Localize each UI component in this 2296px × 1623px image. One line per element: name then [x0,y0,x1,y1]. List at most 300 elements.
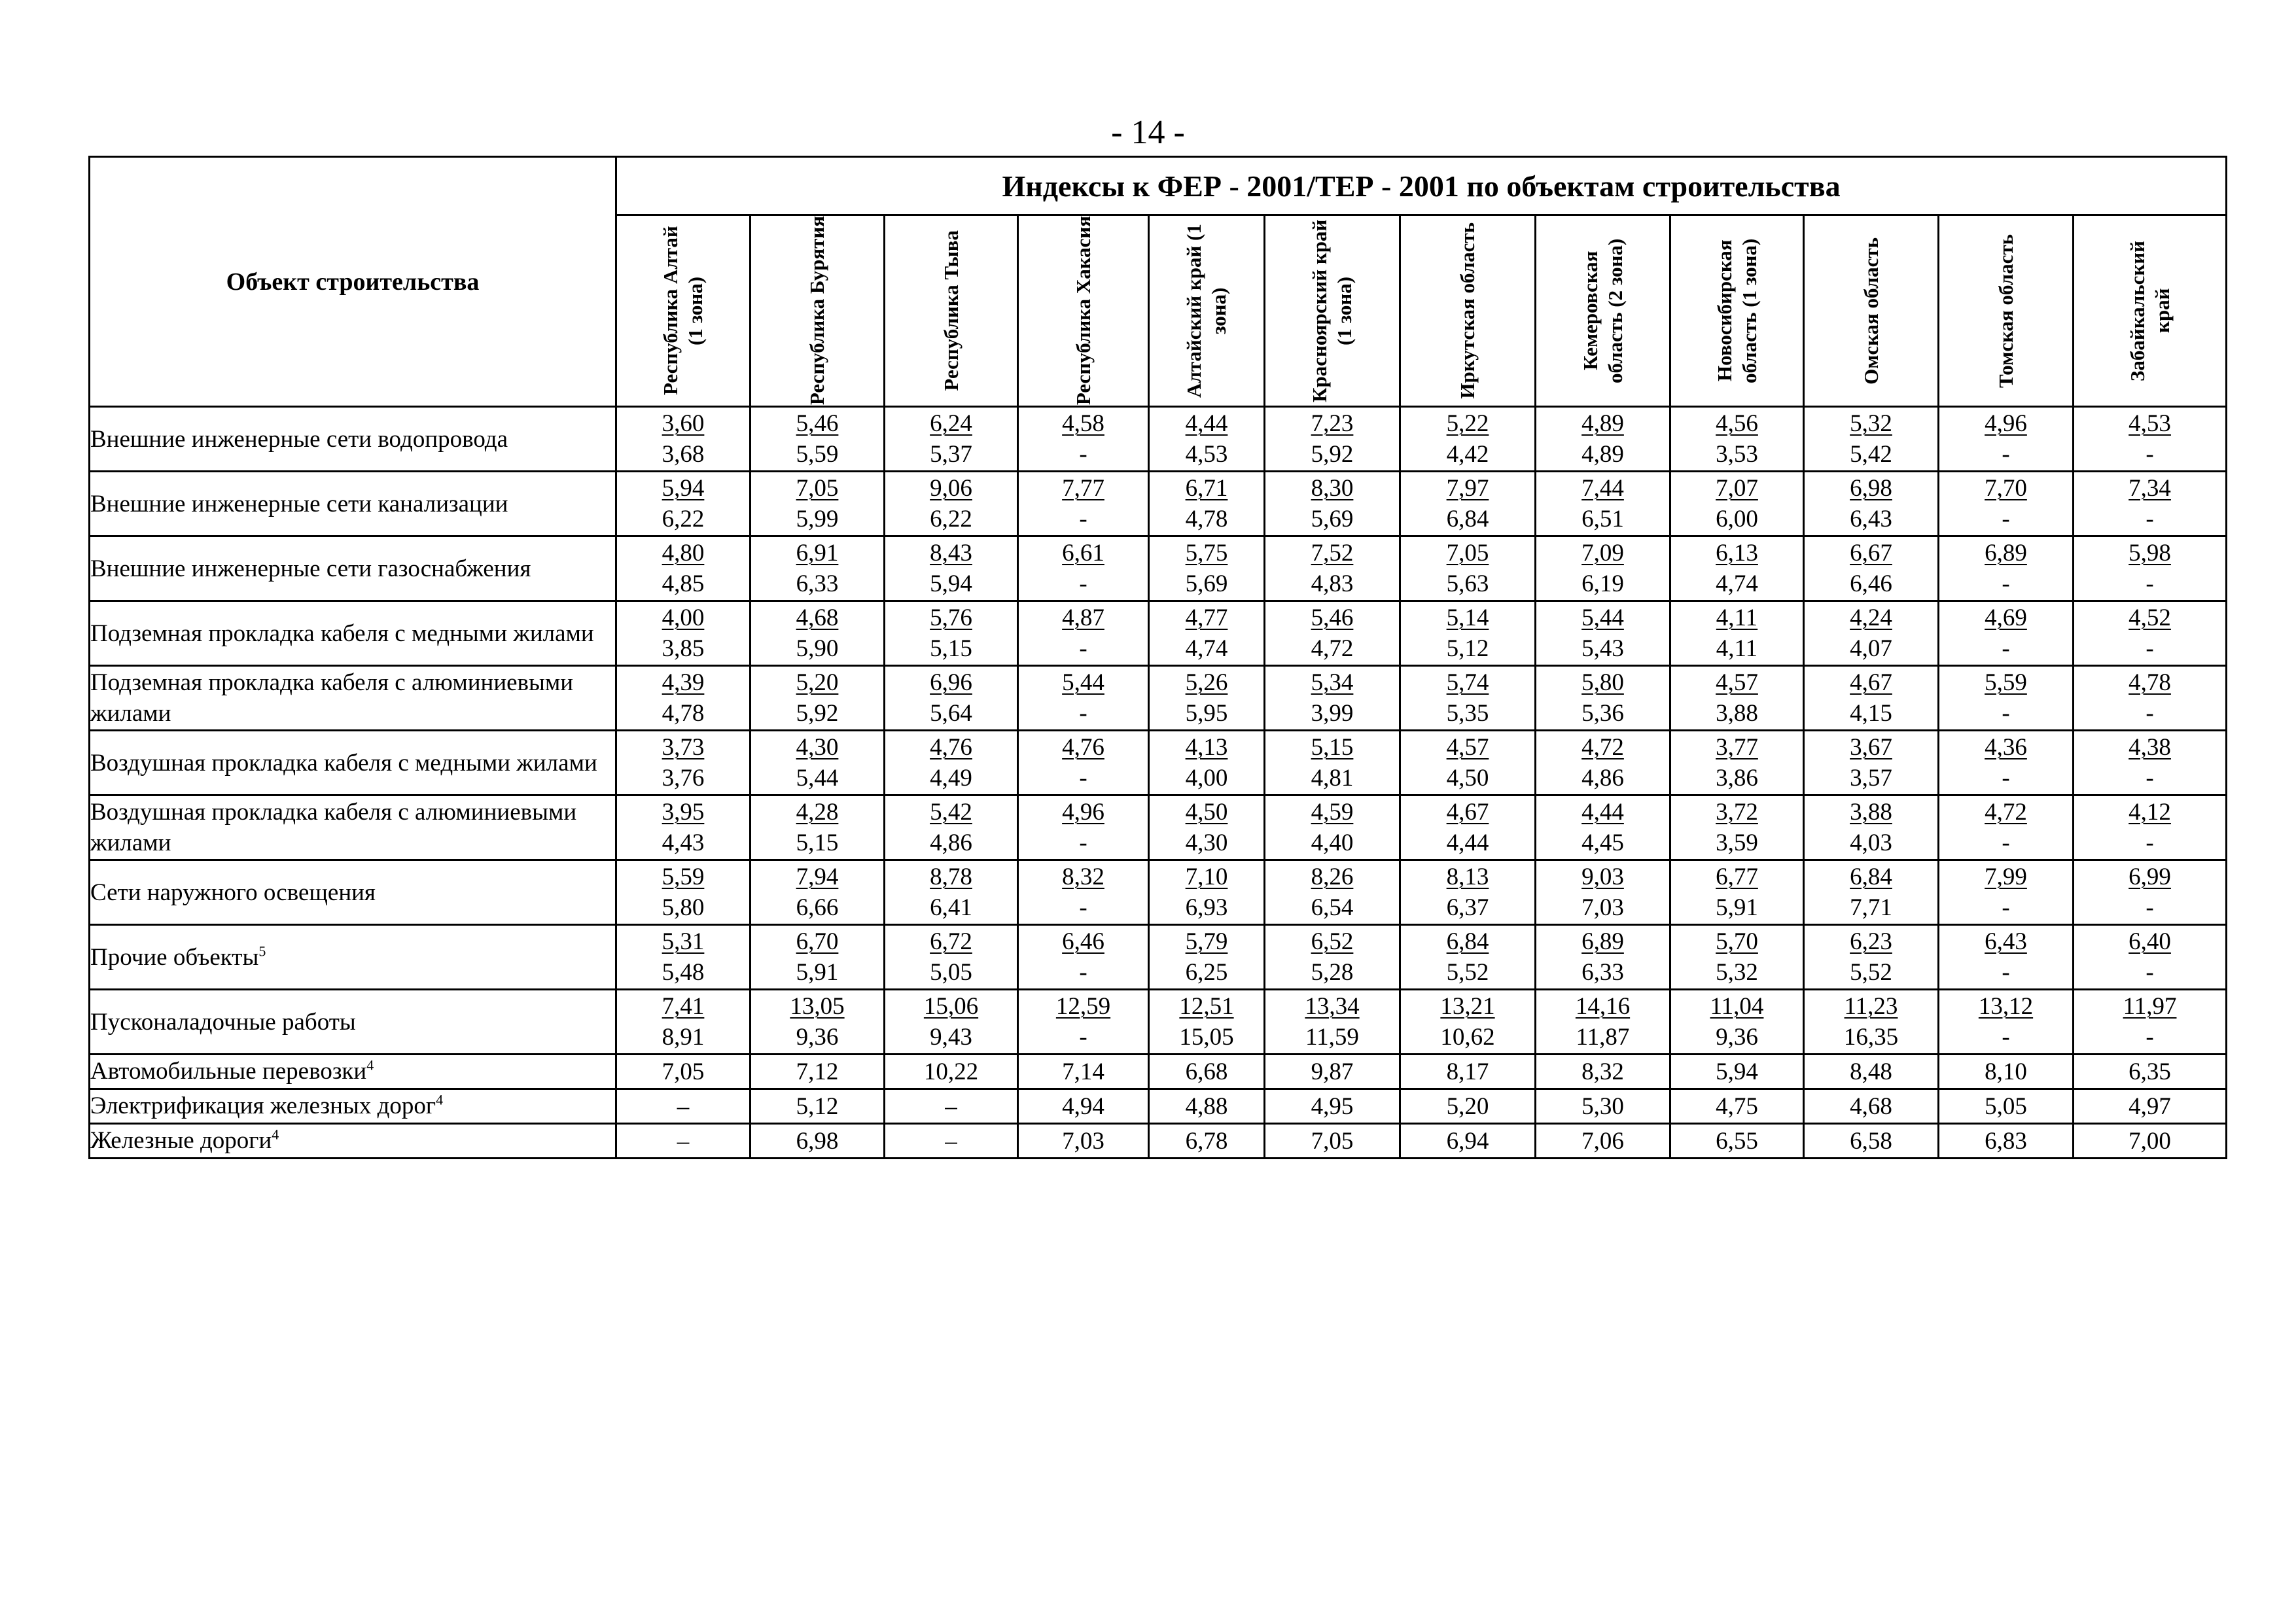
region-header [616,215,751,407]
value-top: 6,24 [930,410,972,437]
value-bottom: 3,76 [662,765,705,792]
value-cell [1265,795,1400,860]
value-cell [1939,536,2074,601]
value-top: 4,72 [1581,734,1624,761]
value-bottom: - [1079,506,1087,532]
value-bottom: 3,86 [1716,765,1758,792]
value-cell: 10,22 [885,1055,1018,1089]
value-cell [1400,601,1536,666]
value-top: 7,07 [1716,475,1758,502]
row-name: Внешние инженерные сети водопровода [90,425,508,453]
value-bottom: - [1079,894,1087,921]
value-bottom: - [2002,829,2010,856]
value-bottom: 5,69 [1185,570,1228,597]
value-cell [616,731,751,795]
value-bottom: - [2002,959,2010,986]
value-cell: 4,94 [1018,1089,1149,1124]
value-cell [751,860,885,925]
value-cell: 5,20 [1400,1089,1536,1124]
value-top: 4,00 [662,604,705,631]
value-bottom: 4,40 [1311,829,1354,856]
value-bottom: 4,30 [1185,829,1228,856]
value-top: 5,80 [1581,669,1624,696]
table-row [90,1055,2227,1089]
value-top: 7,97 [1446,475,1489,502]
value-cell [885,472,1018,536]
value-bottom: 9,36 [1716,1024,1758,1051]
value-bottom: 5,80 [662,894,705,921]
value-bottom: 4,78 [1185,506,1228,532]
value-cell [1400,860,1536,925]
value-top: 7,94 [796,864,839,890]
value-bottom: 5,44 [796,765,839,792]
region-header-label: Новосибирская область (1 зона) [1712,238,1761,383]
value-bottom: - [2146,765,2154,792]
value-cell [1804,860,1939,925]
value-bottom: 5,12 [1446,635,1489,662]
value-bottom: 4,81 [1311,765,1354,792]
row-name: Автомобильные перевозки [90,1058,367,1085]
value-top: 7,44 [1581,475,1624,502]
value-bottom: - [2146,700,2154,727]
value-top: 5,76 [930,604,972,631]
row-name: Подземная прокладка кабеля с медными жилами [90,620,594,647]
region-header [1149,215,1265,407]
value-top: 5,34 [1311,669,1354,696]
value-cell: 6,58 [1804,1124,1939,1159]
value-bottom: 4,89 [1581,441,1624,468]
value-top: 3,88 [1850,799,1892,826]
value-cell [1939,601,2074,666]
value-cell: 5,30 [1536,1089,1670,1124]
value-top: 6,99 [2128,864,2171,890]
region-header-label: Кемеровская область (2 зона) [1578,238,1627,383]
value-bottom: 4,03 [1850,829,1892,856]
value-cell [1018,666,1149,731]
row-name: Сети наружного освещения [90,879,376,906]
value-cell: 6,83 [1939,1124,2074,1159]
object-name-cell [90,795,616,860]
value-cell: 4,95 [1265,1089,1400,1124]
value-cell [1149,601,1265,666]
value-cell: 9,87 [1265,1055,1400,1089]
value-cell [1536,731,1670,795]
value-bottom: 6,33 [1581,959,1624,986]
value-top: 7,99 [1985,864,2027,890]
value-top: 8,26 [1311,864,1354,890]
value-bottom: - [2002,635,2010,662]
region-header [751,215,885,407]
value-top: 5,14 [1446,604,1489,631]
value-bottom: 6,22 [662,506,705,532]
value-top: 5,59 [662,864,705,890]
value-top: 13,34 [1305,993,1360,1020]
value-cell: – [616,1089,751,1124]
value-bottom: 5,28 [1311,959,1354,986]
value-bottom: 6,66 [796,894,839,921]
value-top: 7,70 [1985,475,2027,502]
value-cell [1670,472,1804,536]
value-top: 5,94 [662,475,705,502]
table-row [90,407,2227,472]
value-top: 4,67 [1446,799,1489,826]
region-header [1265,215,1400,407]
value-cell [1536,666,1670,731]
value-bottom: 5,63 [1446,570,1489,597]
value-top: 4,39 [662,669,705,696]
value-bottom: - [2002,506,2010,532]
value-bottom: 5,15 [930,635,972,662]
value-cell [1265,666,1400,731]
value-cell: 7,06 [1536,1124,1670,1159]
value-bottom: 6,25 [1185,959,1228,986]
value-top: 5,59 [1985,669,2027,696]
value-cell [1149,407,1265,472]
value-bottom: 3,68 [662,441,705,468]
value-cell [1939,860,2074,925]
value-bottom: 5,37 [930,441,972,468]
table-row [90,601,2227,666]
object-name-cell [90,601,616,666]
value-bottom: - [1079,441,1087,468]
value-cell: – [616,1124,751,1159]
value-cell [1400,536,1536,601]
table-row [90,795,2227,860]
object-name-cell [90,536,616,601]
value-bottom: 4,53 [1185,441,1228,468]
value-cell [1804,925,1939,990]
value-cell: 6,98 [751,1124,885,1159]
value-bottom: 5,90 [796,635,839,662]
footnote-mark: 4 [272,1126,279,1143]
region-header [1670,215,1804,407]
value-top: 4,30 [796,734,839,761]
value-bottom: 5,94 [930,570,972,597]
value-cell [1536,990,1670,1055]
value-top: 4,57 [1446,734,1489,761]
value-cell [1265,536,1400,601]
value-bottom: 4,49 [930,765,972,792]
value-top: 7,05 [796,475,839,502]
value-bottom: 6,51 [1581,506,1624,532]
value-cell [2074,601,2227,666]
value-bottom: - [2002,765,2010,792]
value-top: 12,59 [1055,993,1111,1020]
table-row [90,990,2227,1055]
value-top: 4,44 [1581,799,1624,826]
table-row [90,731,2227,795]
object-name-cell [90,1055,616,1089]
value-cell [1939,925,2074,990]
value-top: 5,26 [1185,669,1228,696]
value-top: 6,84 [1446,928,1489,955]
value-top: 4,36 [1985,734,2027,761]
value-cell: 7,05 [616,1055,751,1089]
value-cell: 8,10 [1939,1055,2074,1089]
object-name-cell [90,666,616,731]
value-cell [2074,925,2227,990]
row-name: Прочие объекты [90,943,259,971]
value-cell [1400,925,1536,990]
value-bottom: 4,74 [1716,570,1758,597]
value-bottom: 4,83 [1311,570,1354,597]
value-top: 4,44 [1185,410,1228,437]
value-bottom: - [1079,765,1087,792]
value-bottom: 5,92 [796,700,839,727]
value-top: 5,70 [1716,928,1758,955]
value-top: 5,79 [1185,928,1228,955]
value-bottom: 4,07 [1850,635,1892,662]
value-top: 3,60 [662,410,705,437]
value-cell [885,731,1018,795]
value-top: 7,52 [1311,540,1354,567]
value-bottom: 5,35 [1446,700,1489,727]
value-bottom: 6,33 [796,570,839,597]
value-bottom: 6,43 [1850,506,1892,532]
indices-header: Индексы к ФЕР - 2001/ТЕР - 2001 по объектам строительства [616,157,2227,215]
header-row-main [90,157,2227,215]
value-bottom: - [2146,1024,2154,1051]
value-cell: 7,05 [1265,1124,1400,1159]
value-cell: 7,12 [751,1055,885,1089]
value-bottom: 4,86 [1581,765,1624,792]
value-bottom: 5,92 [1311,441,1354,468]
value-cell [1804,472,1939,536]
value-cell: 4,97 [2074,1089,2227,1124]
value-cell [616,601,751,666]
value-cell [2074,860,2227,925]
value-bottom: - [1079,829,1087,856]
value-bottom: 5,91 [796,959,839,986]
value-bottom: 6,93 [1185,894,1228,921]
value-bottom: 4,11 [1716,635,1758,662]
value-top: 4,13 [1185,734,1228,761]
value-cell [885,601,1018,666]
value-bottom: 5,99 [796,506,839,532]
region-header-label: Республика Хакасия [1071,216,1095,406]
region-header [2074,215,2227,407]
value-bottom: 5,42 [1850,441,1892,468]
value-bottom: - [1079,570,1087,597]
value-cell [1536,795,1670,860]
row-name: Пусконаладочные работы [90,1008,356,1036]
value-top: 4,96 [1985,410,2027,437]
value-bottom: 5,32 [1716,959,1758,986]
value-cell [1265,601,1400,666]
value-top: 8,30 [1311,475,1354,502]
value-bottom: - [2146,894,2154,921]
value-cell [1804,731,1939,795]
value-top: 4,59 [1311,799,1354,826]
row-name: Внешние инженерные сети канализации [90,490,508,517]
value-top: 4,24 [1850,604,1892,631]
value-top: 9,03 [1581,864,1624,890]
value-top: 6,23 [1850,928,1892,955]
value-bottom: 5,52 [1850,959,1892,986]
value-bottom: 5,64 [930,700,972,727]
value-cell [1536,860,1670,925]
value-cell: 6,94 [1400,1124,1536,1159]
value-top: 11,97 [2123,993,2177,1020]
value-bottom: - [2002,570,2010,597]
value-bottom: 8,91 [662,1024,705,1051]
value-cell [1018,407,1149,472]
value-top: 9,06 [930,475,972,502]
value-cell [616,536,751,601]
value-cell [616,990,751,1055]
value-cell [1670,601,1804,666]
region-header [1018,215,1149,407]
value-cell [1018,795,1149,860]
value-bottom: 5,36 [1581,700,1624,727]
value-top: 11,04 [1710,993,1764,1020]
value-cell [1670,795,1804,860]
value-top: 3,95 [662,799,705,826]
value-cell [1670,407,1804,472]
value-cell [1939,795,2074,860]
value-bottom: 4,72 [1311,635,1354,662]
value-top: 4,78 [2128,669,2171,696]
value-cell [751,990,885,1055]
value-bottom: 5,91 [1716,894,1758,921]
value-bottom: 5,05 [930,959,972,986]
value-top: 7,10 [1185,864,1228,890]
value-top: 6,43 [1985,928,2027,955]
value-bottom: 10,62 [1440,1024,1495,1051]
value-cell: 8,48 [1804,1055,1939,1089]
value-cell [885,536,1018,601]
value-cell [751,666,885,731]
value-cell: 8,17 [1400,1055,1536,1089]
value-bottom: 3,88 [1716,700,1758,727]
value-cell [1265,731,1400,795]
value-cell [1939,666,2074,731]
region-header [1536,215,1670,407]
value-cell [616,795,751,860]
value-top: 5,44 [1581,604,1624,631]
region-header-label: Томская область [1994,234,2017,388]
value-cell: 7,03 [1018,1124,1149,1159]
value-top: 5,46 [1311,604,1354,631]
value-cell [1265,860,1400,925]
value-bottom: 4,78 [662,700,705,727]
value-cell [885,925,1018,990]
value-cell [1018,990,1149,1055]
value-top: 8,13 [1446,864,1489,890]
value-bottom: - [2146,829,2154,856]
value-bottom: - [2002,1024,2010,1051]
value-top: 5,15 [1311,734,1354,761]
value-top: 5,22 [1446,410,1489,437]
value-bottom: 4,74 [1185,635,1228,662]
value-top: 4,68 [796,604,839,631]
value-cell [2074,990,2227,1055]
value-bottom: 5,15 [796,829,839,856]
value-top: 4,38 [2128,734,2171,761]
value-top: 4,77 [1185,604,1228,631]
value-bottom: - [1079,959,1087,986]
value-cell [2074,472,2227,536]
value-bottom: 4,43 [662,829,705,856]
value-top: 5,75 [1185,540,1228,567]
region-header [1400,215,1536,407]
value-cell [885,860,1018,925]
value-bottom: 5,43 [1581,635,1624,662]
value-top: 5,42 [930,799,972,826]
value-bottom: 7,03 [1581,894,1624,921]
value-cell [751,925,885,990]
value-cell: 4,68 [1804,1089,1939,1124]
value-top: 4,53 [2128,410,2171,437]
value-bottom: 4,00 [1185,765,1228,792]
value-cell [2074,795,2227,860]
row-name: Воздушная прокладка кабеля с медными жилами [90,749,597,777]
value-cell [1804,407,1939,472]
value-top: 5,44 [1062,669,1104,696]
row-name: Подземная прокладка кабеля с алюминиевыми жилами [90,669,574,727]
object-name-cell [90,731,616,795]
object-name-cell [90,1124,616,1159]
value-top: 11,23 [1844,993,1898,1020]
value-cell [1149,990,1265,1055]
value-cell [1536,925,1670,990]
value-bottom: 3,53 [1716,441,1758,468]
value-top: 6,67 [1850,540,1892,567]
value-top: 12,51 [1179,993,1234,1020]
value-bottom: 16,35 [1843,1024,1899,1051]
value-bottom: 9,43 [930,1024,972,1051]
value-cell [1400,666,1536,731]
region-header [1804,215,1939,407]
value-bottom: 6,19 [1581,570,1624,597]
value-cell [1018,601,1149,666]
value-top: 4,72 [1985,799,2027,826]
value-cell: 6,68 [1149,1055,1265,1089]
region-header-label: Республика Тыва [939,230,963,391]
value-cell: 6,55 [1670,1124,1804,1159]
value-bottom: 5,95 [1185,700,1228,727]
value-cell [1804,601,1939,666]
value-cell [1939,472,2074,536]
value-cell [1939,990,2074,1055]
value-cell [1804,666,1939,731]
value-bottom: 4,50 [1446,765,1489,792]
footnote-mark: 4 [366,1056,374,1073]
value-bottom: - [2146,441,2154,468]
value-cell [1018,472,1149,536]
value-top: 6,71 [1185,475,1228,502]
value-top: 4,56 [1716,410,1758,437]
value-top: 5,20 [796,669,839,696]
value-cell [2074,731,2227,795]
value-cell [1670,990,1804,1055]
value-cell [751,601,885,666]
value-cell [1400,472,1536,536]
value-cell [616,472,751,536]
value-top: 6,89 [1985,540,2027,567]
region-header [1939,215,2074,407]
value-top: 3,67 [1850,734,1892,761]
value-cell [885,666,1018,731]
object-name-cell [90,860,616,925]
value-cell [616,666,751,731]
value-top: 13,12 [1978,993,2034,1020]
value-cell [1149,795,1265,860]
value-top: 6,13 [1716,540,1758,567]
table-row [90,536,2227,601]
value-cell [1536,536,1670,601]
value-bottom: 4,85 [662,570,705,597]
